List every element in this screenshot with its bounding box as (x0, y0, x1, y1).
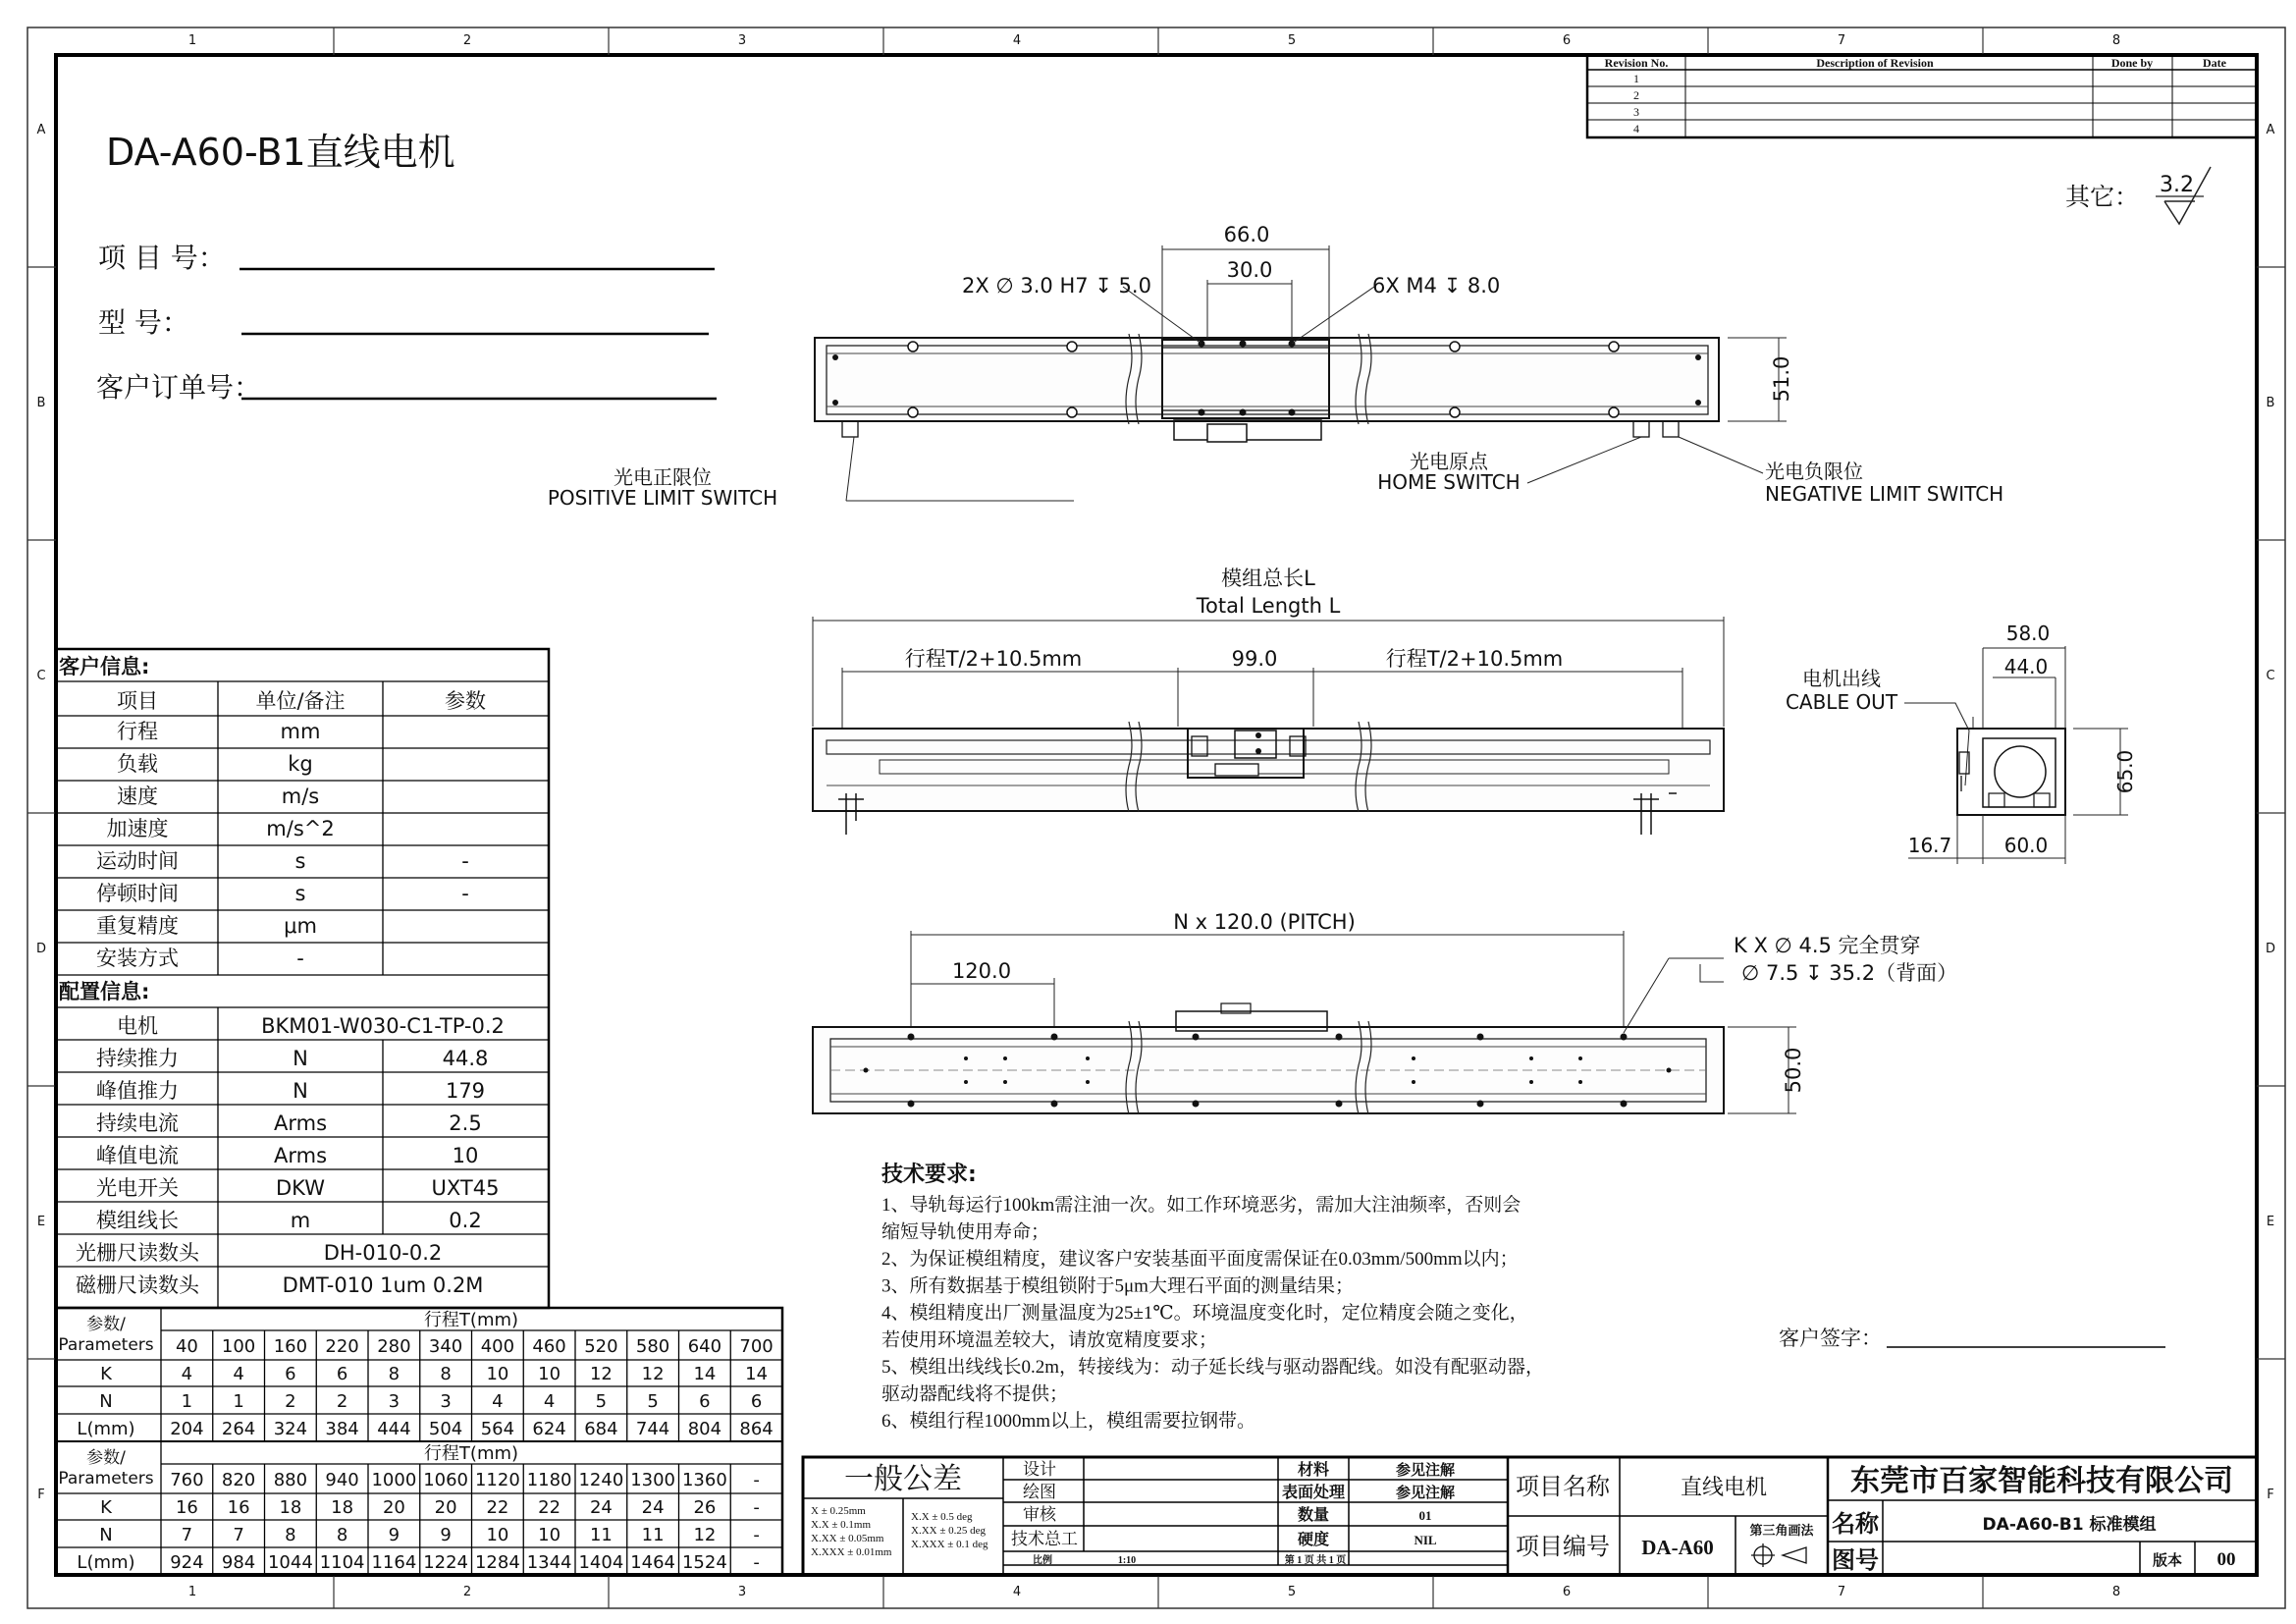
row-label-k-2: K (100, 1497, 112, 1518)
param-cell: 10 (486, 1364, 509, 1384)
role-drawing: 绘图 (1023, 1483, 1056, 1502)
home-switch-cn: 光电原点 (1410, 450, 1488, 473)
tech-line: 1、导轨每运行100km需注油一次。如工作环境恶劣，需加大注油频率，否则会 (881, 1195, 1522, 1216)
param-cell: 18 (331, 1497, 354, 1518)
left-stroke-dim: 行程T/2+10.5mm (904, 647, 1083, 671)
customer-item: 速度 (117, 785, 158, 808)
customer-unit: m/s (281, 785, 320, 808)
param-cell: 1240 (578, 1470, 624, 1490)
config-item: 光电开关 (96, 1176, 179, 1200)
param-cell: 24 (641, 1497, 665, 1518)
param-cell: 1060 (423, 1470, 469, 1490)
config-value: 44.8 (442, 1047, 489, 1070)
bottom-hole-note-1: K X ∅ 4.5 完全贯穿 (1734, 934, 1921, 957)
row-label-n-2: N (99, 1525, 113, 1545)
param-cell: - (753, 1497, 760, 1518)
revision-header: Done by (2110, 56, 2154, 70)
param-cell: 520 (584, 1336, 618, 1357)
zone-row-label: E (2266, 1215, 2275, 1229)
config-value: 2.5 (449, 1111, 482, 1135)
prop-qty-label: 数量 (1297, 1505, 1330, 1524)
revision-row-number: 2 (1633, 88, 1639, 102)
param-cell: 1 (181, 1391, 193, 1412)
prop-qty-value: 01 (1418, 1508, 1432, 1523)
customer-header: 参数 (445, 689, 486, 713)
projection-label: 第三角画法 (1749, 1524, 1814, 1539)
tech-heading: 技术要求: (881, 1163, 977, 1187)
param-cell: 8 (285, 1525, 296, 1545)
zone-col-label: 8 (2111, 1585, 2121, 1599)
row-label-k: K (100, 1364, 112, 1384)
tech-line: 4、模组精度出厂测量温度为25±1℃。环境温度变化时，定位精度会随之变化， (881, 1303, 1528, 1324)
tol-left-0: X ± 0.25mm (811, 1505, 866, 1517)
customer-header: 项目 (117, 689, 158, 713)
config-item: 持续推力 (96, 1047, 179, 1070)
config-grating-value: DH-010-0.2 (323, 1241, 443, 1265)
zone-col-label: 1 (187, 1585, 197, 1599)
customer-item: 加速度 (106, 817, 169, 840)
row-label-l-2: L(mm) (77, 1552, 135, 1573)
param-cell: 8 (388, 1364, 400, 1384)
model-label: 型 号： (98, 306, 189, 339)
config-info-heading: 配置信息: (59, 980, 150, 1003)
order-no-label: 客户订单号： (96, 371, 262, 404)
tech-line: 5、模组出线线长0.2m，转接线为：动子延长线与驱动器配线。如没有配驱动器， (881, 1357, 1545, 1378)
dim-44: 44.0 (2003, 655, 2049, 678)
tolerance-title: 一般公差 (844, 1462, 962, 1496)
customer-unit: m/s^2 (266, 817, 335, 840)
prop-hardness-label: 硬度 (1297, 1530, 1330, 1548)
name-label: 名称 (1832, 1510, 1879, 1538)
parameters-table (56, 1308, 782, 1575)
param-cell: 444 (377, 1419, 411, 1439)
zone-col-label: 2 (462, 33, 472, 48)
total-length-cn: 模组总长L (1221, 567, 1315, 590)
param-cell: 6 (699, 1391, 711, 1412)
config-motor-value: BKM01-W030-C1-TP-0.2 (261, 1014, 505, 1038)
zone-row-label: F (37, 1488, 45, 1502)
param-cell: 804 (687, 1419, 722, 1439)
zone-row-label: B (36, 396, 46, 410)
config-magnetic-value: DMT-010 1um 0.2M (282, 1273, 484, 1297)
customer-header: 单位/备注 (255, 689, 346, 713)
config-grating-label: 光栅尺读数头 (76, 1241, 199, 1265)
param-cell: 16 (227, 1497, 250, 1518)
config-value: 179 (445, 1079, 486, 1103)
revision-header: Revision No. (1604, 56, 1669, 70)
customer-unit: s (294, 882, 306, 905)
param-cell: 1224 (423, 1552, 469, 1573)
customer-item: 负载 (117, 752, 158, 776)
zone-row-label: B (2266, 396, 2275, 410)
scale-value: 1:10 (1117, 1555, 1137, 1566)
zone-col-label: 7 (1837, 33, 1846, 48)
config-item: 持续电流 (96, 1111, 179, 1135)
param-label-1b: 参数/ (86, 1448, 126, 1468)
center-dim: 99.0 (1231, 647, 1278, 671)
param-cell: 12 (693, 1525, 717, 1545)
param-label-1: 参数/ (86, 1315, 126, 1334)
stroke-label-1: 行程T(mm) (423, 1310, 519, 1330)
param-cell: 10 (486, 1525, 509, 1545)
param-cell: 1044 (267, 1552, 313, 1573)
customer-unit: mm (280, 720, 321, 743)
tech-line: 6、模组行程1000mm以上，模组需要拉钢带。 (881, 1411, 1256, 1432)
param-cell: 1524 (681, 1552, 727, 1573)
right-stroke-dim: 行程T/2+10.5mm (1385, 647, 1564, 671)
role-review: 审核 (1023, 1505, 1056, 1525)
param-cell: 7 (233, 1525, 244, 1545)
param-cell: 26 (693, 1497, 717, 1518)
customer-unit: kg (288, 752, 313, 776)
param-cell: 640 (687, 1336, 722, 1357)
param-cell: 11 (589, 1525, 613, 1545)
param-cell: 7 (181, 1525, 193, 1545)
param-cell: 40 (175, 1336, 198, 1357)
prop-surface-value: 参见注解 (1395, 1486, 1456, 1501)
param-cell: 1 (233, 1391, 244, 1412)
param-cell: 744 (635, 1419, 670, 1439)
param-cell: 4 (492, 1391, 504, 1412)
zone-row-label: C (2266, 669, 2275, 683)
zone-row-label: F (2267, 1488, 2274, 1502)
project-no-label: 项 目 号： (98, 242, 226, 274)
positive-limit-cn: 光电正限位 (614, 465, 712, 489)
param-cell: 6 (750, 1391, 763, 1412)
prop-surface-label: 表面处理 (1281, 1483, 1346, 1501)
zone-col-label: 4 (1012, 33, 1022, 48)
config-item: 峰值推力 (96, 1079, 179, 1103)
dim-51: 51.0 (1770, 355, 1793, 403)
config-magnetic-label: 磁栅尺读数头 (76, 1273, 199, 1297)
config-unit: m (290, 1209, 311, 1232)
param-cell: 2 (336, 1391, 348, 1412)
customer-value: - (461, 882, 469, 905)
param-cell: 924 (170, 1552, 204, 1573)
zone-row-label: A (36, 123, 46, 137)
dim-65: 65.0 (2113, 749, 2137, 794)
tech-lines (881, 1194, 1544, 1432)
param-cell: 324 (273, 1419, 308, 1439)
param-cell: 340 (428, 1336, 463, 1357)
param-cell: 384 (325, 1419, 359, 1439)
param-cell: 4 (233, 1364, 244, 1384)
negative-limit-cn: 光电负限位 (1765, 460, 1863, 483)
dim-16-7: 16.7 (1907, 834, 1952, 857)
param-cell: 1284 (474, 1552, 520, 1573)
tech-line: 2、为保证模组精度，建议客户安装基面平面度需保证在0.03mm/500mm以内； (881, 1249, 1519, 1270)
zone-col-label: 2 (462, 1585, 472, 1599)
customer-item: 运动时间 (96, 849, 179, 873)
param-cell: 8 (336, 1525, 348, 1545)
customer-item: 安装方式 (96, 947, 179, 970)
project-name: 直线电机 (1680, 1476, 1768, 1500)
customer-item: 行程 (117, 720, 158, 743)
zone-col-label: 6 (1562, 1585, 1572, 1599)
dim-120: 120.0 (951, 959, 1012, 983)
scale-label: 比例 (1033, 1555, 1052, 1566)
role-design: 设计 (1023, 1460, 1056, 1480)
cable-out-en: CABLE OUT (1785, 690, 1898, 714)
zone-col-label: 5 (1287, 1585, 1297, 1599)
param-cell: - (753, 1525, 760, 1545)
top-view (815, 245, 1787, 501)
config-unit: DKW (276, 1176, 325, 1200)
param-cell: 1464 (630, 1552, 676, 1573)
tech-line: 3、所有数据基于模组锁附于5μm大理石平面的测量结果； (881, 1275, 1354, 1297)
zone-col-label: 3 (737, 1585, 747, 1599)
roughness-symbol (2065, 167, 2211, 224)
tech-line: 驱动器配线将不提供； (881, 1383, 1069, 1405)
param-cell: 4 (181, 1364, 193, 1384)
dim-66: 66.0 (1223, 223, 1270, 246)
param-cell: 864 (739, 1419, 774, 1439)
param-cell: 460 (532, 1336, 566, 1357)
param-cell: 12 (589, 1364, 613, 1384)
param-cell: 580 (635, 1336, 670, 1357)
prop-material-label: 材料 (1297, 1460, 1330, 1479)
revision-row-number: 1 (1633, 72, 1639, 85)
param-cell: 940 (325, 1470, 359, 1490)
param-cell: 504 (428, 1419, 463, 1439)
roughness-value: 3.2 (2160, 173, 2194, 197)
hole-note: 2X ∅ 3.0 H7 ↧ 5.0 (962, 274, 1151, 298)
param-cell: - (753, 1470, 760, 1490)
zone-row-label: D (2265, 942, 2276, 956)
tol-left-2: X.XX ± 0.05mm (811, 1533, 884, 1544)
param-cell: 700 (739, 1336, 774, 1357)
total-length-en: Total Length L (1196, 594, 1341, 618)
dim-58: 58.0 (2005, 622, 2051, 645)
project-no-label: 项目编号 (1516, 1533, 1610, 1560)
param-cell: 880 (273, 1470, 308, 1490)
param-cell: 760 (170, 1470, 204, 1490)
zone-col-label: 7 (1837, 1585, 1846, 1599)
param-cell: 20 (382, 1497, 405, 1518)
param-cell: 4 (543, 1391, 556, 1412)
param-cell: 12 (641, 1364, 665, 1384)
param-cell: 9 (440, 1525, 452, 1545)
signature-label: 客户签字： (1779, 1326, 1882, 1350)
param-label-2b: Parameters (58, 1469, 154, 1489)
cable-out-cn: 电机出线 (1802, 667, 1881, 690)
row-label-n: N (99, 1391, 113, 1412)
pitch-dim: N x 120.0 (PITCH) (1173, 910, 1356, 934)
zone-col-label: 6 (1562, 33, 1572, 48)
param-cell: 2 (285, 1391, 296, 1412)
param-cell: 400 (480, 1336, 515, 1357)
revision-header: Date (2203, 56, 2226, 70)
revision-header: Description of Revision (1816, 56, 1934, 70)
customer-value: - (461, 849, 469, 873)
param-cell: 16 (175, 1497, 198, 1518)
roughness-label: 其它： (2065, 183, 2140, 211)
param-cell: 5 (647, 1391, 659, 1412)
revision-row-number: 3 (1633, 105, 1639, 119)
zone-row-label: D (35, 942, 47, 956)
config-unit: N (293, 1047, 308, 1070)
config-value: 10 (452, 1144, 479, 1167)
param-cell: 9 (388, 1525, 400, 1545)
param-cell: 220 (325, 1336, 359, 1357)
param-cell: 204 (170, 1419, 204, 1439)
param-cell: 1404 (578, 1552, 624, 1573)
param-cell: 14 (745, 1364, 769, 1384)
param-cell: 1000 (371, 1470, 417, 1490)
zone-col-label: 5 (1287, 33, 1297, 48)
positive-limit-en: POSITIVE LIMIT SWITCH (547, 486, 778, 510)
home-switch-en: HOME SWITCH (1377, 470, 1521, 494)
zone-row-label: E (36, 1215, 46, 1229)
param-cell: - (753, 1552, 760, 1573)
negative-limit-en: NEGATIVE LIMIT SWITCH (1765, 482, 2004, 506)
config-value: UXT45 (431, 1176, 500, 1200)
param-cell: 564 (480, 1419, 515, 1439)
param-cell: 3 (440, 1391, 452, 1412)
param-cell: 1104 (319, 1552, 365, 1573)
param-cell: 24 (589, 1497, 613, 1518)
name-value: DA-A60-B1 标准模组 (1982, 1515, 2157, 1535)
side-view (1904, 646, 2128, 864)
company-name: 东莞市百家智能科技有限公司 (1850, 1464, 2233, 1498)
customer-item: 重复精度 (96, 914, 179, 938)
zone-row-label: A (2266, 123, 2275, 137)
sheet-info: 第 1 页 共 1 页 (1284, 1555, 1347, 1566)
zone-col-label: 3 (737, 33, 747, 48)
param-cell: 1300 (630, 1470, 676, 1490)
param-cell: 6 (336, 1364, 348, 1384)
zone-col-label: 1 (187, 33, 197, 48)
revision-table (1587, 55, 2257, 137)
config-rows (96, 1047, 499, 1232)
param-cell: 8 (440, 1364, 452, 1384)
role-chief: 技术总工 (1011, 1530, 1078, 1549)
row-label-l: L(mm) (77, 1419, 135, 1439)
config-item: 模组线长 (96, 1209, 179, 1232)
version-label: 版本 (2152, 1551, 2183, 1569)
zone-col-label: 4 (1012, 1585, 1022, 1599)
param-cell: 5 (595, 1391, 608, 1412)
param-cell: 264 (221, 1419, 256, 1439)
zone-row-label: C (36, 669, 46, 683)
param-cell: 14 (693, 1364, 717, 1384)
param-cell: 3 (388, 1391, 400, 1412)
param-cell: 100 (221, 1336, 256, 1357)
prop-material-value: 参见注解 (1395, 1463, 1456, 1479)
param-cell: 1360 (681, 1470, 727, 1490)
zone-col-label: 8 (2111, 33, 2121, 48)
param-cell: 20 (434, 1497, 457, 1518)
config-unit: Arms (273, 1144, 328, 1167)
tol-left-3: X.XXX ± 0.01mm (811, 1546, 892, 1558)
customer-info-heading: 客户信息: (59, 655, 150, 678)
param-cell: 1120 (474, 1470, 520, 1490)
param-cell: 18 (279, 1497, 302, 1518)
param-cell: 10 (538, 1525, 561, 1545)
customer-unit: s (294, 849, 306, 873)
param-cell: 1344 (526, 1552, 572, 1573)
thread-note: 6X M4 ↧ 8.0 (1372, 274, 1501, 298)
tol-left-1: X.X ± 0.1mm (811, 1519, 872, 1531)
dim-30: 30.0 (1226, 258, 1273, 282)
tol-right-2: X.XXX ± 0.1 deg (911, 1539, 988, 1550)
param-cell: 624 (532, 1419, 566, 1439)
param-cell: 22 (538, 1497, 561, 1518)
customer-item: 停顿时间 (96, 882, 179, 905)
tech-line: 若使用环境温差较大，请放宽精度要求； (881, 1329, 1218, 1351)
config-unit: N (293, 1079, 308, 1103)
bottom-hole-note-2: ∅ 7.5 ↧ 35.2（背面） (1741, 961, 1958, 985)
project-name-label: 项目名称 (1516, 1473, 1610, 1500)
tol-right-1: X.XX ± 0.25 deg (911, 1525, 987, 1537)
param-cell: 684 (584, 1419, 618, 1439)
param-cell: 280 (377, 1336, 411, 1357)
project-no: DA-A60 (1641, 1536, 1714, 1559)
dim-50: 50.0 (1782, 1047, 1805, 1094)
customer-unit: - (296, 947, 304, 970)
prop-hardness-value: NIL (1414, 1533, 1437, 1547)
param-cell: 11 (641, 1525, 665, 1545)
param-cell: 820 (221, 1470, 256, 1490)
tol-right-0: X.X ± 0.5 deg (911, 1511, 973, 1523)
param-label-2: Parameters (58, 1335, 154, 1355)
param-cell: 22 (486, 1497, 509, 1518)
config-unit: Arms (273, 1111, 328, 1135)
drawing-no-label: 图号 (1832, 1546, 1879, 1574)
param-cell: 6 (285, 1364, 296, 1384)
dim-60: 60.0 (2003, 834, 2049, 857)
tech-line: 缩短导轨使用寿命； (881, 1221, 1050, 1243)
param-cell: 984 (221, 1552, 256, 1573)
config-value: 0.2 (449, 1209, 482, 1232)
drawing-title: DA-A60-B1直线电机 (106, 131, 455, 174)
stroke-label-2: 行程T(mm) (423, 1443, 519, 1464)
param-cell: 1180 (526, 1470, 572, 1490)
revision-row-number: 4 (1633, 122, 1639, 135)
param-cell: 10 (538, 1364, 561, 1384)
config-item: 峰值电流 (96, 1144, 179, 1167)
version-value: 00 (2216, 1549, 2236, 1570)
param-cell: 160 (273, 1336, 308, 1357)
config-motor-label: 电机 (117, 1014, 158, 1038)
param-cell: 1164 (371, 1552, 417, 1573)
customer-unit: μm (284, 914, 317, 938)
